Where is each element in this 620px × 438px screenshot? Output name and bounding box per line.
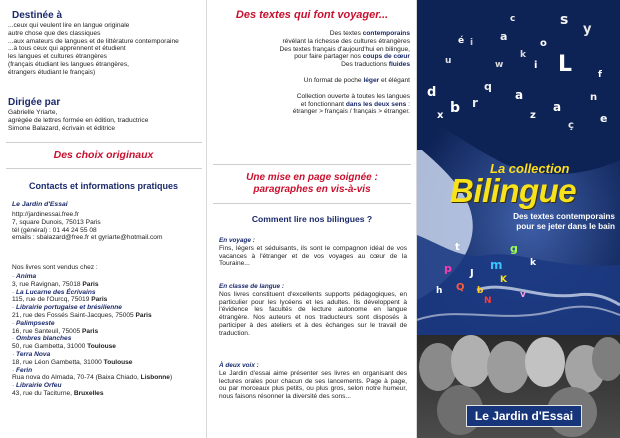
letter-glyph: i	[534, 60, 538, 71]
destinee-line: autre chose que des classiques	[8, 29, 101, 37]
collection-label: La collection	[490, 161, 570, 176]
letter-glyph: N	[484, 296, 492, 306]
letter-glyph: J	[470, 268, 474, 279]
store-item: · Anima	[12, 273, 37, 280]
letter-glyph: ç	[568, 120, 574, 131]
soignee-heading: Une mise en page soignée : paragraphes en vis-à-vis	[246, 172, 378, 195]
dirigee-line: Simone Balazard, écrivain et éditrice	[8, 124, 116, 132]
divider	[6, 142, 202, 143]
letter-glyph: r	[472, 96, 478, 110]
letter-glyph: w	[495, 60, 504, 70]
letter-glyph: s	[560, 12, 569, 28]
store-name: Palimpseste	[16, 319, 55, 327]
store-list	[12, 273, 204, 398]
dirigee-lines	[8, 109, 203, 132]
letter-glyph: k	[520, 50, 526, 60]
author-photo	[592, 337, 620, 381]
letter-glyph: p	[444, 262, 452, 275]
store-city: Bruxelles	[73, 389, 104, 397]
store-name: Terra Nova	[16, 350, 51, 358]
comment-heading: Comment lire nos bilingues ?	[251, 214, 373, 224]
publisher-logo: Le Jardin d'Essai	[466, 405, 582, 427]
dirigee-line: agrégée de lettres formée en édition, traductrice	[8, 116, 149, 124]
store-city: Paris	[82, 327, 99, 335]
destinee-title: Destinée à	[12, 10, 63, 21]
divider	[213, 164, 411, 165]
emails[interactable]: emails : sbalazard@free.fr et gyriarte@hotmail.com	[12, 234, 163, 242]
author-photo	[451, 335, 491, 387]
store-city: Lisbonne	[140, 374, 170, 382]
store-city: Paris	[91, 296, 108, 304]
store-city: Paris	[82, 280, 99, 288]
divider	[6, 168, 202, 169]
letter-glyph: t	[455, 242, 460, 253]
store-item: · Ombres blanches	[12, 335, 72, 343]
divider	[213, 203, 411, 204]
dirigee-line: Gabrielle Yriarte,	[8, 109, 58, 116]
letter-glyph: y	[583, 22, 592, 37]
choix-heading: Des choix originaux	[53, 149, 154, 161]
website-link[interactable]: http://jardinessai.free.fr	[12, 211, 80, 218]
letter-glyph: k	[530, 258, 536, 268]
stores-title: Nos livres sont vendus chez :	[12, 264, 98, 271]
letter-glyph: a	[500, 30, 508, 43]
store-address: 18, rue Léon Gambetta, 31000 Toulouse	[12, 358, 133, 366]
letter-glyph: z	[530, 110, 536, 121]
store-city: Paris	[135, 311, 152, 319]
section-voyage: En voyage : Fins, légers et séduisants, ils sont le compagnon idéal de vos vacances à l'étranger et de vos voyages au cœur de la Touraine...	[219, 237, 407, 268]
store-name: Librairie portugaise et brésilienne	[16, 304, 122, 312]
letter-glyph: i	[470, 38, 474, 48]
store-item: · Librairie Orfeu	[12, 382, 62, 390]
dirigee-title: Dirigée par	[8, 97, 61, 108]
store-address: 21, rue des Fossés Saint-Jacques, 75005 Paris	[12, 311, 152, 319]
letter-glyph: h	[436, 286, 443, 296]
letter-glyph: m	[490, 258, 503, 272]
features-block: Des textes contemporains révélant la richesse des cultures étrangères Des textes français d'aujourd'hui en bilingue, pour faire partager nos coups de cœur Des traductions fluides Un format de poche léger et élégant Collection ouverte à toutes les langues et fonctionnant dans les deux sens : étranger > français / français > étranger.	[279, 30, 410, 116]
letter-glyph: g	[510, 242, 518, 255]
letter-glyph: q	[484, 80, 492, 93]
phone: tél (général) : 01 44 24 55 08	[12, 226, 97, 234]
contact-lines	[12, 211, 202, 242]
store-city: Toulouse	[87, 343, 116, 351]
destinee-line: ...ceux qui veulent lire en langue originale	[8, 22, 130, 29]
letter-glyph: x	[437, 110, 444, 121]
section-classe: En classe de langue : Nos livres constituent d'excellents supports pédagogiques, en particulier pour les lycéens et les adultes. Ils développent à l'évidence les facultés de lecture autonome en langue étrangère. Nos auteurs et nos traducteurs sont disposés à participer à des ateliers et à des échanges sur le travail de traduction.	[219, 283, 407, 337]
letter-glyph: o	[540, 38, 547, 49]
author-photo	[525, 337, 565, 387]
letter-glyph: c	[510, 14, 516, 24]
letter-glyph: e	[600, 112, 608, 125]
store-item: · Librairie portugaise et brésilienne	[12, 304, 122, 312]
letter-glyph: é	[458, 36, 465, 46]
letter-glyph: L	[558, 52, 573, 77]
store-address: 16, rue Santeuil, 75005 Paris	[12, 327, 99, 335]
bilingue-title: Bilingue	[450, 172, 577, 209]
letter-glyph: K	[500, 275, 507, 285]
letter-glyph: a	[553, 100, 562, 114]
letter-glyph: f	[598, 70, 602, 80]
store-item: · Palimpseste	[12, 319, 55, 327]
letter-glyph: u	[445, 56, 452, 66]
letter-glyph: v	[520, 290, 526, 300]
letter-glyph: d	[427, 85, 437, 100]
store-name: Ferin	[16, 366, 33, 374]
store-item: · Ferin	[12, 366, 33, 374]
store-name: Librairie Orfeu	[16, 382, 62, 390]
section-deux-voix: À deux voix : Le Jardin d'essai aime présenter ses livres en organisant des lectures orales pour chacun de ses lancements. Page à page, ou par morceaux plus petits, ou plus gros, selon notre humeur, nous faisons résonner la diversité des sons...	[219, 362, 407, 401]
cover-tagline: Des textes contemporains pour se jeter dans le bain	[513, 212, 615, 231]
author-photo	[487, 341, 529, 393]
letter-glyph: Q	[456, 282, 465, 293]
destinee-line: (français étudiant les langues étrangères,	[8, 60, 129, 68]
letter-glyph: a	[515, 88, 524, 102]
store-name: Anima	[16, 273, 37, 280]
voyager-heading: Des textes qui font voyager...	[235, 9, 389, 21]
destinee-line: ...à tous ceux qui apprennent et étudient	[8, 45, 126, 53]
store-address: Rua nova do Almada, 70-74 (Baixa Chiado, Lisbonne)	[12, 374, 173, 382]
store-address: 43, rue du Taciturne, Bruxelles	[12, 389, 104, 397]
destinee-lines	[8, 22, 203, 77]
store-city: Toulouse	[103, 358, 133, 366]
contacts-title: Contacts et informations pratiques	[28, 181, 179, 191]
destinee-line: étrangers étudiant le français)	[8, 68, 96, 76]
letter-glyph: n	[590, 92, 598, 103]
store-address: 50, rue Gambetta, 31000 Toulouse	[12, 343, 116, 351]
destinee-line: les langues et cultures étrangères	[8, 53, 107, 61]
store-address: 3, rue Ravignan, 75018 Paris	[12, 280, 99, 288]
destinee-line: ...aux amateurs de langues et de littérature contemporaine	[8, 37, 179, 45]
letter-glyph: b	[477, 286, 484, 296]
store-item: · Terra Nova	[12, 350, 51, 358]
store-name: Ombres blanches	[16, 335, 72, 343]
store-address: 115, rue de l'Ourcq, 75019 Paris	[12, 296, 108, 304]
address: 7, square Dunois, 75013 Paris	[12, 218, 101, 226]
letter-glyph: b	[450, 100, 461, 116]
publisher-name: Le Jardin d'Essai	[12, 201, 68, 208]
store-item: · La Lucarne des Écrivains	[12, 288, 96, 296]
store-name: La Lucarne des Écrivains	[16, 288, 96, 296]
